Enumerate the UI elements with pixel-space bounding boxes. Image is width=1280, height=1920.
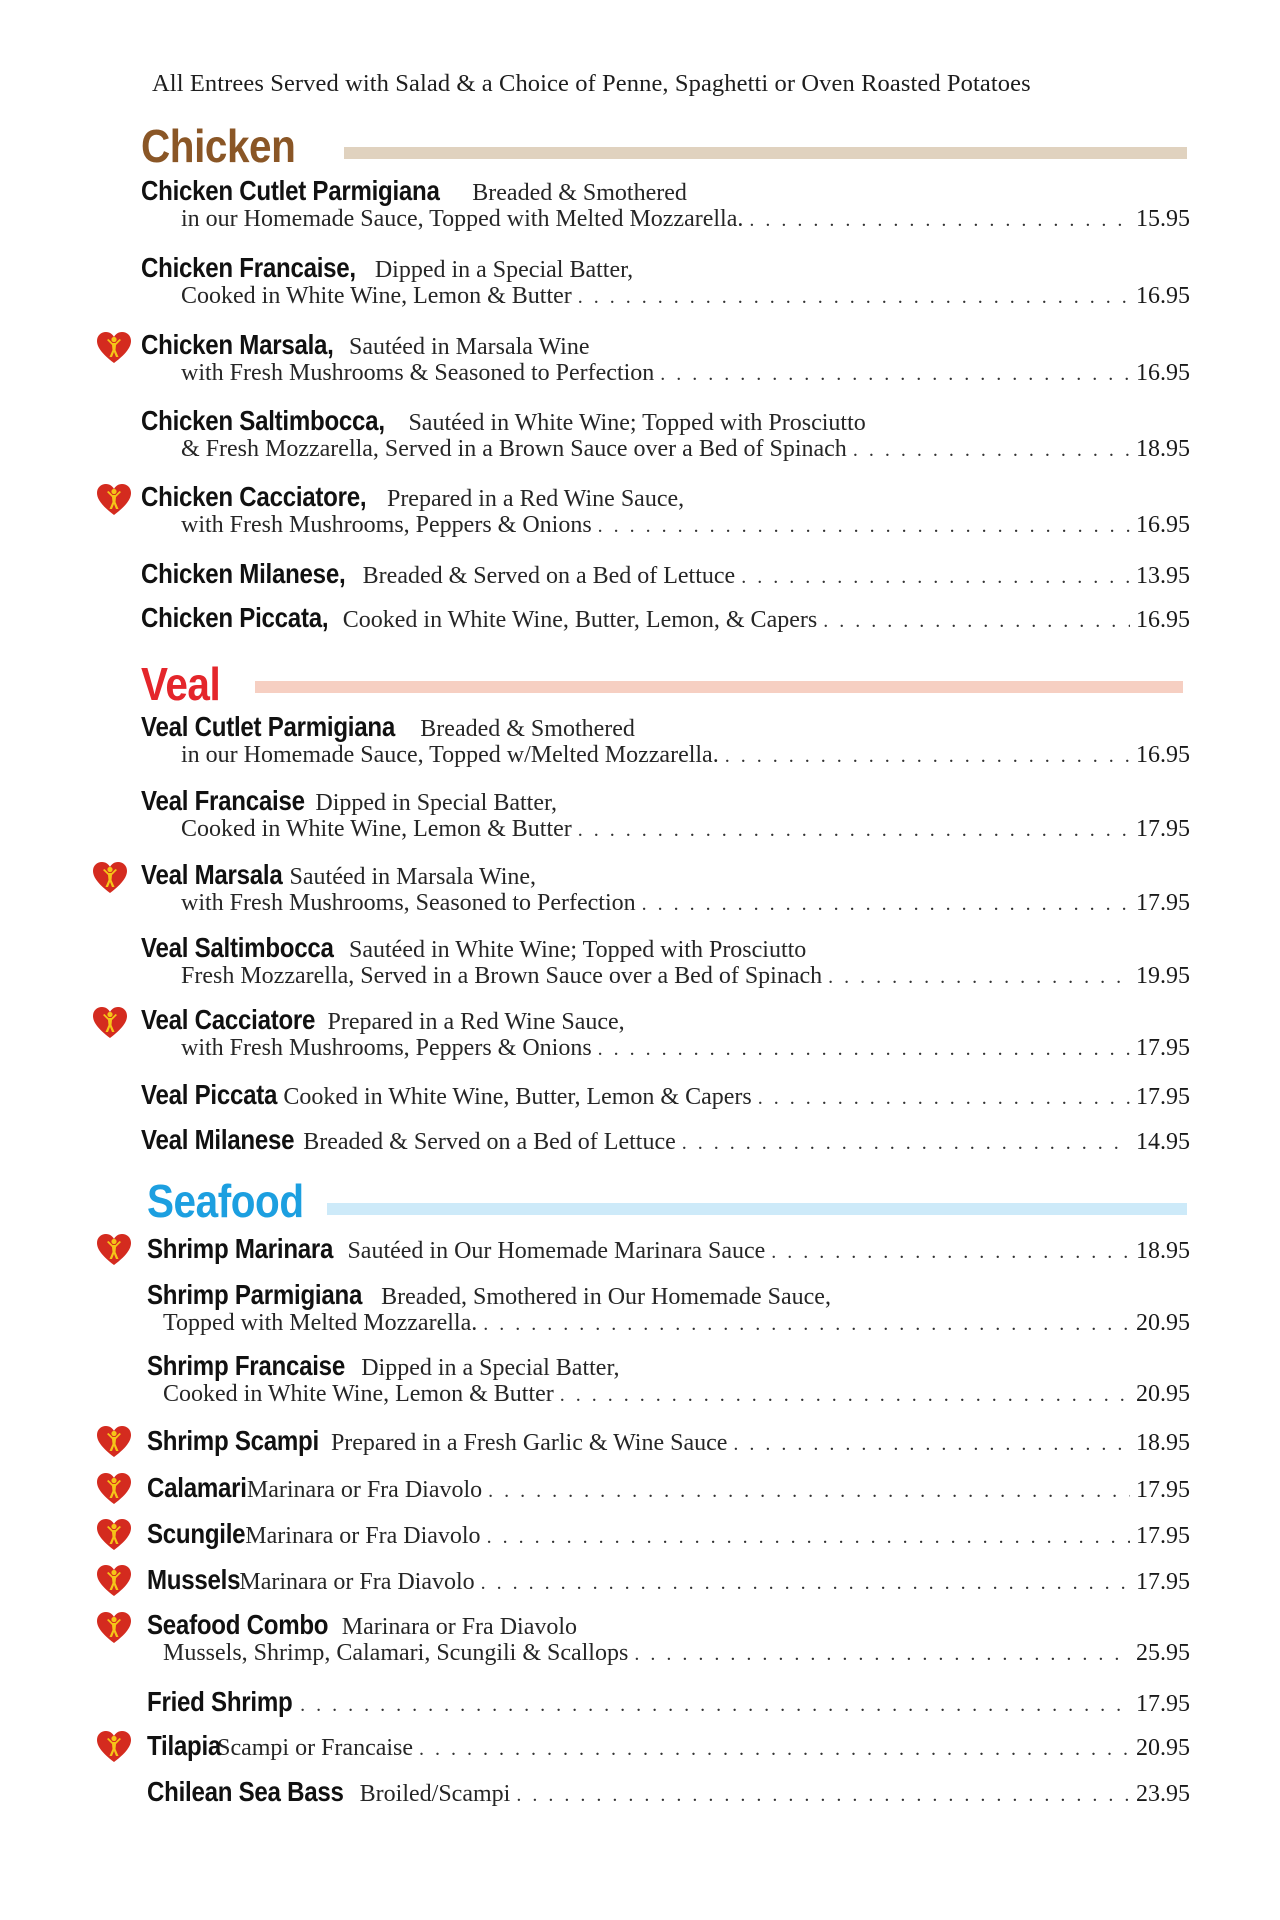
menu-item-name: Seafood Combo — [147, 1609, 329, 1640]
chicken-section-divider — [344, 147, 1187, 159]
dot-leader — [300, 1688, 1130, 1722]
menu-item-price: 18.95 — [1136, 1238, 1190, 1264]
menu-item-description: Dipped in a Special Batter, — [361, 1355, 620, 1381]
menu-item-name: Veal Piccata — [141, 1079, 278, 1110]
menu-item-price: 20.95 — [1136, 1310, 1190, 1336]
menu-item-description: Sautéed in Our Homemade Marinara Sauce — [347, 1238, 766, 1264]
menu-item-name: Veal Francaise — [141, 785, 305, 816]
menu-item-name: Chicken Saltimbocca, — [141, 405, 385, 436]
heart-healthy-icon — [96, 1730, 132, 1764]
dot-leader — [828, 964, 1130, 990]
menu-item-name: Shrimp Marinara — [147, 1233, 334, 1264]
menu-item-name: Chicken Cacciatore, — [141, 481, 367, 512]
dot-leader — [578, 284, 1130, 310]
menu-item-price: 20.95 — [1136, 1381, 1190, 1407]
menu-item-price: 17.95 — [1136, 1691, 1190, 1717]
menu-item-name: Shrimp Francaise — [147, 1350, 345, 1381]
seafood-section-title: Seafood — [147, 1175, 304, 1227]
dot-leader — [682, 1126, 1130, 1160]
menu-item-name: Shrimp Scampi — [147, 1425, 319, 1456]
menu-item-description: Prepared in a Red Wine Sauce, — [386, 486, 685, 512]
menu-item-name: Veal Cacciatore — [141, 1004, 316, 1035]
menu-item — [147, 1424, 1190, 1458]
menu-item-description: Breaded & Served on a Bed of Lettuce — [303, 1129, 676, 1155]
dot-leader — [741, 560, 1130, 594]
menu-item-description: Broiled/Scampi — [359, 1781, 511, 1807]
menu-item-description: Cooked in White Wine, Butter, Lemon, & Capers — [342, 607, 818, 633]
heart-healthy-icon — [96, 1472, 132, 1506]
menu-item-description-cont: with Fresh Mushrooms, Seasoned to Perfection — [181, 890, 636, 916]
heart-healthy-icon — [96, 1611, 132, 1645]
menu-item-price: 18.95 — [1136, 436, 1190, 462]
menu-item-description: Cooked in White Wine, Butter, Lemon & Capers — [283, 1084, 752, 1110]
dot-leader — [758, 1081, 1130, 1115]
menu-item-description: Scampi or Francaise — [217, 1735, 414, 1761]
menu-item — [147, 1685, 1190, 1719]
heart-healthy-icon — [96, 483, 132, 517]
dot-leader — [483, 1311, 1130, 1337]
menu-item — [141, 557, 1190, 591]
menu-item — [141, 601, 1190, 635]
menu-item — [147, 1471, 1190, 1505]
menu-item-name: Chicken Milanese, — [141, 558, 346, 589]
menu-item-description: Breaded, Smothered in Our Homemade Sauce, — [381, 1284, 831, 1310]
menu-item-price: 17.95 — [1136, 890, 1190, 916]
menu-item-description: Sautéed in White Wine; Topped with Prosciutto — [349, 937, 807, 963]
menu-item-price: 13.95 — [1136, 563, 1190, 589]
menu-item — [147, 1517, 1190, 1551]
menu-item — [147, 1351, 1190, 1407]
dot-leader — [642, 891, 1130, 917]
menu-item-name: Calamari — [147, 1472, 247, 1503]
menu-item-description-cont: with Fresh Mushrooms, Peppers & Onions — [181, 1035, 592, 1061]
menu-item-price: 17.95 — [1136, 816, 1190, 842]
menu-item-description: Marinara or Fra Diavolo — [245, 1523, 481, 1549]
menu-item — [141, 406, 1190, 462]
menu-item-price: 16.95 — [1136, 742, 1190, 768]
menu-item — [141, 253, 1190, 309]
menu-item — [141, 860, 1190, 916]
menu-item-name: Shrimp Parmigiana — [147, 1279, 363, 1310]
chicken-section-title: Chicken — [141, 120, 296, 172]
menu-item — [141, 482, 1190, 538]
menu-item-price: 20.95 — [1136, 1735, 1190, 1761]
menu-item — [141, 330, 1190, 386]
menu-item-name: Chicken Cutlet Parmigiana — [141, 175, 440, 206]
menu-item — [147, 1775, 1190, 1809]
menu-item-description-cont: & Fresh Mozzarella, Served in a Brown Sauce over a Bed of Spinach — [181, 436, 847, 462]
menu-item-name: Veal Marsala — [141, 859, 283, 890]
heart-healthy-icon — [96, 1518, 132, 1552]
menu-item — [141, 712, 1190, 768]
dot-leader — [823, 604, 1130, 638]
menu-item-price: 15.95 — [1136, 206, 1190, 232]
menu-item — [141, 786, 1190, 842]
menu-item — [147, 1280, 1190, 1336]
heart-healthy-icon — [96, 1233, 132, 1267]
menu-item-description-cont: with Fresh Mushrooms, Peppers & Onions — [181, 512, 592, 538]
menu-item-name: Veal Cutlet Parmigiana — [141, 711, 395, 742]
heart-healthy-icon — [96, 331, 132, 365]
menu-item-description: Marinara or Fra Diavolo — [239, 1569, 475, 1595]
dot-leader — [516, 1778, 1130, 1812]
menu-item-price: 17.95 — [1136, 1569, 1190, 1595]
menu-item-description: Prepared in a Fresh Garlic & Wine Sauce — [330, 1430, 728, 1456]
dot-leader — [749, 207, 1130, 233]
menu-item-description: Breaded & Smothered — [420, 716, 635, 742]
dot-leader — [487, 1520, 1130, 1554]
dot-leader — [660, 361, 1130, 387]
menu-item-name: Veal Saltimbocca — [141, 932, 334, 963]
menu-item-description-cont: Cooked in White Wine, Lemon & Butter — [181, 283, 572, 309]
dot-leader — [733, 1427, 1130, 1461]
dot-leader — [419, 1732, 1130, 1766]
menu-item-price: 16.95 — [1136, 512, 1190, 538]
menu-item-price: 25.95 — [1136, 1640, 1190, 1666]
menu-item-price: 16.95 — [1136, 360, 1190, 386]
dot-leader — [560, 1382, 1130, 1408]
dot-leader — [598, 513, 1130, 539]
menu-item — [141, 1078, 1190, 1112]
menu-item-name: Chicken Piccata, — [141, 602, 329, 633]
dot-leader — [725, 743, 1130, 769]
menu-item-name: Chicken Francaise, — [141, 252, 356, 283]
menu-item — [141, 1005, 1190, 1061]
dot-leader — [853, 437, 1130, 463]
menu-item — [147, 1610, 1190, 1666]
menu-item-description: Dipped in Special Batter, — [315, 790, 558, 816]
heart-healthy-icon — [96, 1564, 132, 1598]
dot-leader — [598, 1036, 1130, 1062]
menu-item-description: Breaded & Served on a Bed of Lettuce — [362, 563, 736, 589]
menu-item — [141, 933, 1190, 989]
seafood-section-divider — [327, 1203, 1187, 1215]
menu-item-description-cont: Cooked in White Wine, Lemon & Butter — [163, 1381, 554, 1407]
dot-leader — [634, 1641, 1130, 1667]
menu-item-description: Prepared in a Red Wine Sauce, — [327, 1009, 625, 1035]
menu-item-price: 23.95 — [1136, 1781, 1190, 1807]
menu-item-description: Breaded & Smothered — [472, 180, 687, 206]
dot-leader — [578, 817, 1130, 843]
menu-item-description-cont: with Fresh Mushrooms & Seasoned to Perfection — [181, 360, 655, 386]
heart-healthy-icon — [96, 1425, 132, 1459]
menu-item-description: Sautéed in Marsala Wine, — [289, 864, 537, 890]
dot-leader — [771, 1235, 1130, 1269]
menu-item-price: 17.95 — [1136, 1523, 1190, 1549]
menu-item-name: Scungile — [147, 1518, 246, 1549]
menu-item-price: 16.95 — [1136, 283, 1190, 309]
dot-leader — [481, 1566, 1130, 1600]
menu-item-name: Veal Milanese — [141, 1124, 295, 1155]
menu-item-name: Tilapia — [147, 1730, 222, 1761]
menu-item-description-cont: Mussels, Shrimp, Calamari, Scungili & Scallops — [163, 1640, 629, 1666]
veal-section-divider — [255, 681, 1183, 693]
heart-healthy-icon — [92, 861, 128, 895]
menu-item-name: Fried Shrimp — [147, 1686, 293, 1717]
menu-item-price: 19.95 — [1136, 963, 1190, 989]
menu-item-name: Chilean Sea Bass — [147, 1776, 344, 1807]
menu-item — [141, 1123, 1190, 1157]
menu-item — [141, 176, 1190, 232]
menu-item-description: Dipped in a Special Batter, — [374, 257, 634, 283]
menu-item-price: 17.95 — [1136, 1084, 1190, 1110]
intro-note: All Entrees Served with Salad & a Choice of Penne, Spaghetti or Oven Roasted Potatoes — [152, 70, 1031, 97]
menu-item-price: 17.95 — [1136, 1035, 1190, 1061]
menu-item-name: Mussels — [147, 1564, 241, 1595]
menu-item-description: Marinara or Fra Diavolo — [341, 1614, 578, 1640]
menu-item-description-cont: in our Homemade Sauce, Topped with Melted Mozzarella. — [181, 206, 744, 232]
menu-item-description-cont: Topped with Melted Mozzarella. — [163, 1310, 478, 1336]
veal-section-title: Veal — [141, 658, 221, 710]
heart-healthy-icon — [92, 1006, 128, 1040]
menu-item — [147, 1563, 1190, 1597]
menu-item-price: 18.95 — [1136, 1430, 1190, 1456]
menu-item-description-cont: Fresh Mozzarella, Served in a Brown Sauce over a Bed of Spinach — [181, 963, 823, 989]
menu-item-price: 14.95 — [1136, 1129, 1190, 1155]
menu-item-price: 17.95 — [1136, 1477, 1190, 1503]
menu-item-description-cont: in our Homemade Sauce, Topped w/Melted Mozzarella. — [181, 742, 719, 768]
menu-item-description-cont: Cooked in White Wine, Lemon & Butter — [181, 816, 572, 842]
dot-leader — [488, 1474, 1130, 1508]
menu-item — [147, 1232, 1190, 1266]
menu-item-description: Marinara or Fra Diavolo — [246, 1477, 483, 1503]
menu-item-price: 16.95 — [1136, 607, 1190, 633]
menu-item — [147, 1729, 1190, 1763]
menu-item-description: Sautéed in Marsala Wine — [348, 334, 590, 360]
menu-item-description: Sautéed in White Wine; Topped with Prosciutto — [408, 410, 866, 436]
menu-item-name: Chicken Marsala, — [141, 329, 334, 360]
